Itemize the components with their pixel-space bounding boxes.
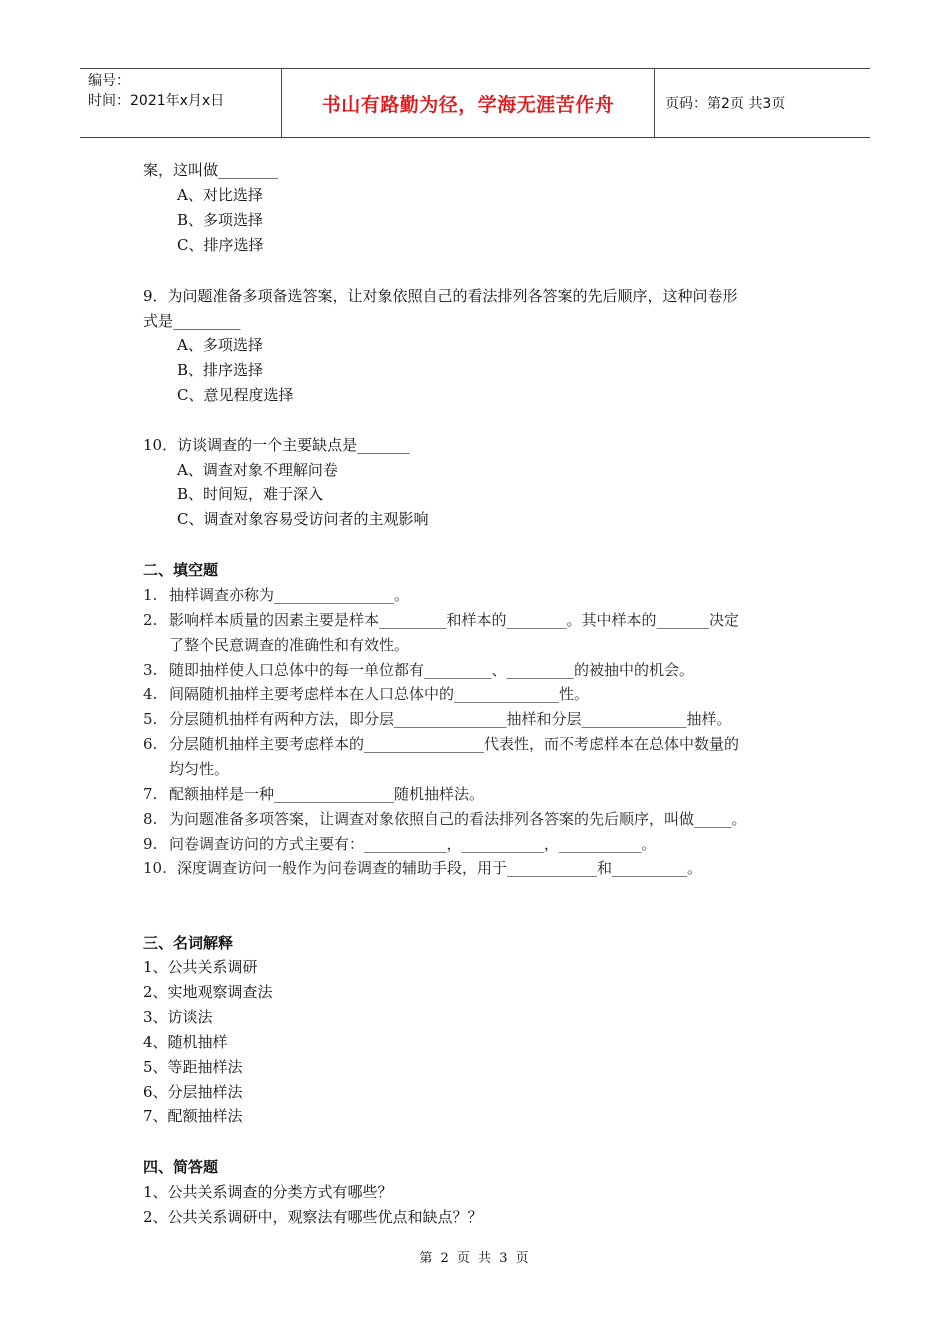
q9-option: C、意见程度选择 xyxy=(177,386,294,404)
q9-option: B、排序选择 xyxy=(177,361,264,379)
fill-item-number: 10. xyxy=(143,859,167,877)
header-page-label: 页码：第2页 共3页 xyxy=(665,96,786,112)
q10-text: 10．访谈调查的一个主要缺点是_______ xyxy=(143,436,410,454)
fill-item xyxy=(143,585,409,605)
short-answer-item: 2、公共关系调研中，观察法有哪些优点和缺点？？ xyxy=(143,1208,483,1226)
q8-option: B、多项选择 xyxy=(177,211,264,229)
fill-item-text: 配额抽样是一种________________随机抽样法。 xyxy=(169,785,485,803)
fill-item-number: 7. xyxy=(143,785,158,803)
page-footer: 第 2 页 共 3 页 xyxy=(419,1251,531,1266)
term-item: 3、访谈法 xyxy=(143,1008,213,1026)
q10-option: B、时间短，难于深入 xyxy=(177,485,324,503)
header-meta xyxy=(80,69,282,137)
fill-item-number: 2. xyxy=(143,611,158,629)
fill-item xyxy=(143,660,694,680)
fill-item-number: 6. xyxy=(143,735,158,753)
fill-item xyxy=(143,809,747,829)
q10-option: C、调查对象容易受访问者的主观影响 xyxy=(177,510,429,528)
fill-item-text: 影响样本质量的因素主要是样本_________和样本的________。其中样本的_______决定 xyxy=(169,611,740,629)
code-label: 编号： xyxy=(88,73,130,89)
q10-option: A、调查对象不理解问卷 xyxy=(177,461,338,479)
fill-item-text: 为问题准备多项答案，让调查对象依照自己的看法排列各答案的先后顺序，叫做_____。 xyxy=(169,810,747,828)
term-item: 4、随机抽样 xyxy=(143,1033,228,1051)
fill-item-text: 均匀性。 xyxy=(169,760,230,778)
fill-item-text: 随即抽样使人口总体中的每一单位都有_________、_________的被抽中的机会。 xyxy=(169,661,695,679)
fill-item-text: 间隔随机抽样主要考虑样本在人口总体中的______________性。 xyxy=(169,685,590,703)
q9-text: 式是_________ xyxy=(143,312,241,330)
fill-item xyxy=(143,635,409,655)
fill-item xyxy=(143,610,739,630)
term-item: 2、实地观察调查法 xyxy=(143,983,273,1001)
page-header xyxy=(80,68,870,138)
fill-item xyxy=(143,858,702,878)
fill-item-number: 3. xyxy=(143,661,158,679)
q9-text: 9．为问题准备多项备选答案，让对象依照自己的看法排列各答案的先后顺序，这种问卷形 xyxy=(143,287,738,305)
section-title: 二、填空题 xyxy=(143,561,219,579)
fill-item xyxy=(143,759,229,779)
fill-item-number: 4. xyxy=(143,685,158,703)
q8-tail: 案，这叫做________ xyxy=(143,161,279,179)
fill-item-text: 分层随机抽样主要考虑样本的________________代表性，而不考虑样本在总体中数量的 xyxy=(169,735,740,753)
q8-option: C、排序选择 xyxy=(177,236,264,254)
header-motto: 书山有路勤为径，学海无涯苦作舟 xyxy=(282,69,655,137)
fill-item xyxy=(143,734,739,754)
term-item: 7、配额抽样法 xyxy=(143,1107,243,1125)
q8-option: A、对比选择 xyxy=(177,186,263,204)
term-item: 1、公共关系调研 xyxy=(143,958,258,976)
fill-item-text: 问卷调查访问的方式主要有：___________，___________，___________。 xyxy=(169,835,657,853)
q9-option: A、多项选择 xyxy=(177,336,263,354)
time-label: 时间：2021年x月x日 xyxy=(88,93,225,109)
term-item: 5、等距抽样法 xyxy=(143,1058,243,1076)
fill-item-text: 抽样调查亦称为________________。 xyxy=(169,586,410,604)
fill-item xyxy=(143,784,484,804)
fill-item-number: 8. xyxy=(143,810,158,828)
fill-item-text: 了整个民意调查的准确性和有效性。 xyxy=(169,636,410,654)
fill-item-text: 深度调查访问一般作为问卷调查的辅助手段，用于____________和__________。 xyxy=(177,859,703,877)
fill-item xyxy=(143,709,732,729)
fill-item-number: 1. xyxy=(143,586,158,604)
section-title: 四、简答题 xyxy=(143,1158,219,1176)
fill-item-number: 9. xyxy=(143,835,158,853)
fill-item xyxy=(143,834,657,854)
term-item: 6、分层抽样法 xyxy=(143,1083,243,1101)
fill-item xyxy=(143,684,589,704)
fill-item-number: 5. xyxy=(143,710,158,728)
short-answer-item: 1、公共关系调查的分类方式有哪些？ xyxy=(143,1183,393,1201)
fill-item-text: 分层随机抽样有两种方法，即分层_______________抽样和分层______________抽样。 xyxy=(169,710,732,728)
section-title: 三、名词解释 xyxy=(143,934,234,952)
